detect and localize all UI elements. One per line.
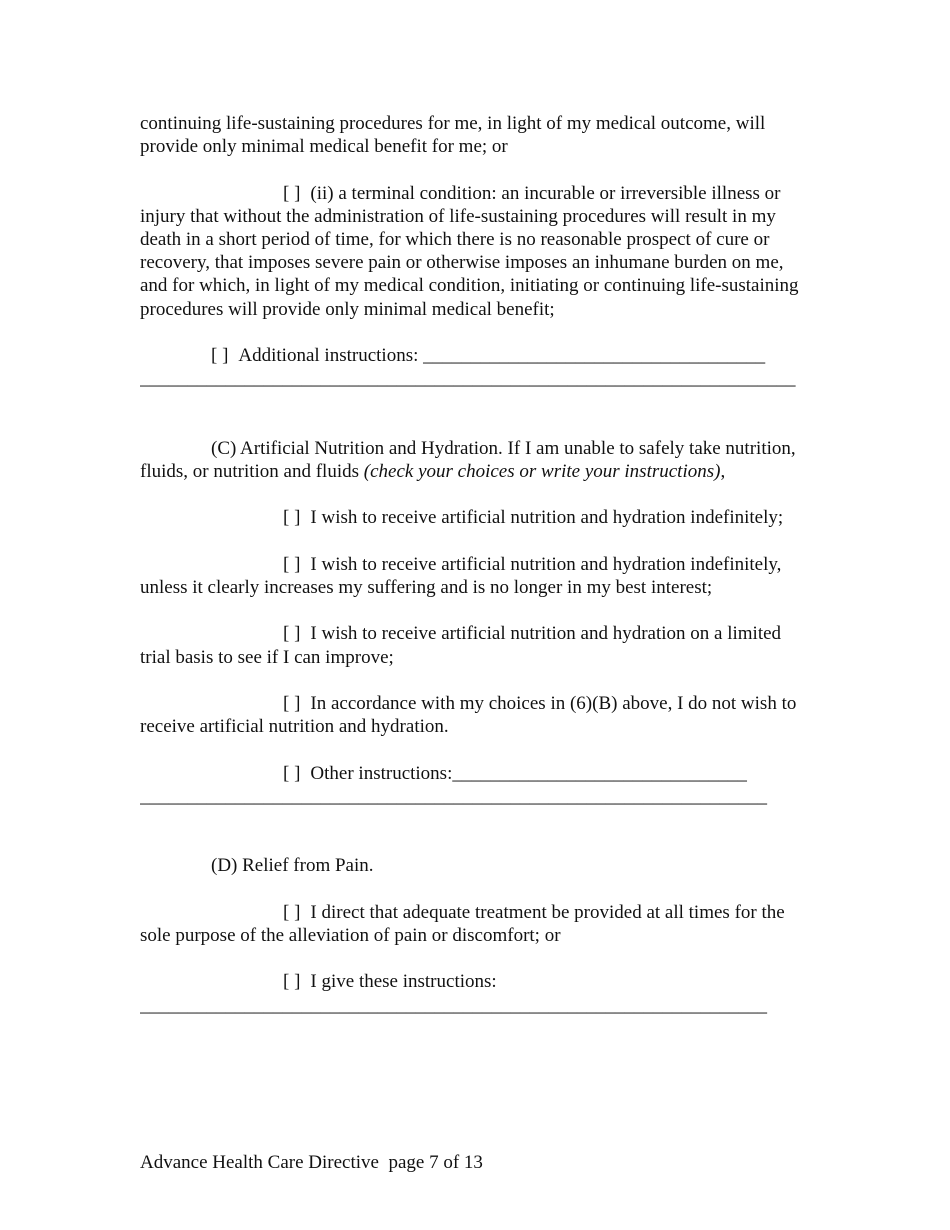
pain-relief-checkbox[interactable]: [ ] xyxy=(283,901,301,923)
nutrition-option-3-checkbox[interactable]: [ ] xyxy=(283,623,301,645)
pain-instructions-blank[interactable]: __________________________________________________________________ xyxy=(140,994,767,1016)
nutrition-option-3 xyxy=(140,622,810,668)
terminal-condition-text: (ii) a terminal condition: an incurable or irreversible illness or injury that without the administration of life-sustaining procedures will result in my death in a short period of time, for which there is no reasonable prospect of cure or recovery, that imposes severe pain or otherwise imposes an inhumane burden on me, and for which, in light of my medical condition, initiating or continuing life-sustaining procedures will provide only minimal medical benefit; xyxy=(140,182,799,320)
nutrition-option-4-checkbox[interactable]: [ ] xyxy=(283,692,301,714)
nutrition-option-4-text: In accordance with my choices in (6)(B) above, I do not wish to receive artificial nutrition and hydration. xyxy=(140,692,797,738)
additional-instructions-checkbox[interactable]: [ ] xyxy=(211,345,229,366)
section-c-heading-text: (C) Artificial Nutrition and Hydration. If I am unable to safely take nutrition, fluids, or nutrition and fluids xyxy=(140,437,796,482)
nutrition-option-3-text: I wish to receive artificial nutrition and hydration on a limited trial basis to see if I can improve; xyxy=(140,623,782,668)
terminal-condition-option xyxy=(140,182,810,321)
nutrition-option-1-text: I wish to receive artificial nutrition and hydration indefinitely; xyxy=(310,507,784,529)
nutrition-option-4 xyxy=(140,692,810,738)
other-instructions-label: Other instructions: xyxy=(310,762,453,784)
nutrition-option-2-checkbox[interactable]: [ ] xyxy=(283,553,301,575)
section-c-heading xyxy=(140,437,810,483)
section-c-instructions-italic: (check your choices or write your instructions) xyxy=(363,460,721,482)
nutrition-option-2-text: I wish to receive artificial nutrition and hydration indefinitely, unless it clearly increases my suffering and is no longer in my best interest; xyxy=(140,553,782,598)
pain-instructions-option xyxy=(140,970,810,1016)
document-page xyxy=(140,112,810,1040)
other-instructions-checkbox[interactable]: [ ] xyxy=(283,762,301,784)
section-d-heading xyxy=(140,854,810,877)
pain-instructions-label: I give these instructions: xyxy=(310,971,497,993)
nutrition-option-1-checkbox[interactable]: [ ] xyxy=(283,507,301,529)
page-footer: Advance Health Care Directive page 7 of 13 xyxy=(140,1152,483,1173)
other-instructions-blank-1[interactable]: _______________________________ xyxy=(452,762,747,784)
additional-instructions-blank-1[interactable]: ____________________________________ xyxy=(423,345,766,366)
continuation-text: continuing life-sustaining procedures for me, in light of my medical outcome, will provide only minimal medical benefit for me; or xyxy=(140,113,766,158)
section-d-heading-text: (D) Relief from Pain. xyxy=(211,855,374,877)
pain-relief-option xyxy=(140,901,810,947)
additional-instructions-blank-2[interactable]: _____________________________________________________________________ xyxy=(140,368,796,390)
nutrition-option-1 xyxy=(140,506,810,529)
section-c-heading-tail: , xyxy=(720,460,726,482)
other-instructions-blank-2[interactable]: __________________________________________________________________ xyxy=(140,785,767,807)
nutrition-option-2 xyxy=(140,553,810,599)
terminal-condition-checkbox[interactable]: [ ] xyxy=(283,182,301,204)
additional-instructions-option xyxy=(140,344,810,390)
continuation-paragraph xyxy=(140,112,810,158)
pain-instructions-checkbox[interactable]: [ ] xyxy=(283,971,301,993)
additional-instructions-label: Additional instructions: xyxy=(238,345,424,366)
other-instructions-option xyxy=(140,762,810,808)
pain-relief-text: I direct that adequate treatment be provided at all times for the sole purpose of the alleviation of pain or discomfort; or xyxy=(140,901,785,946)
